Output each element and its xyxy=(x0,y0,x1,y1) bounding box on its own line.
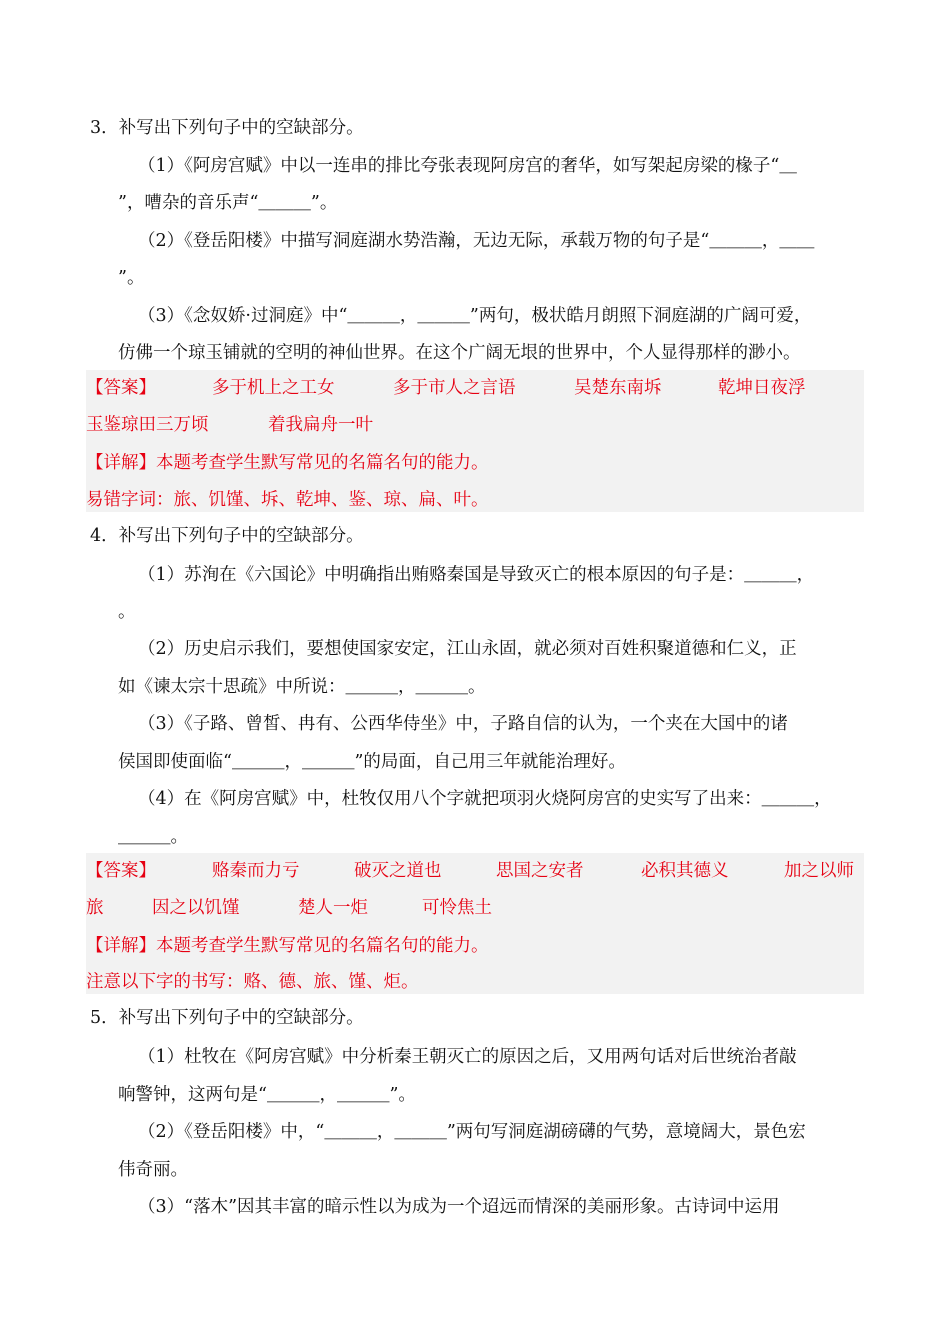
q5-item-1-cont: 响警钟，这两句是“＿＿＿，＿＿＿”。 xyxy=(118,1085,416,1105)
q3-item-2-cont: ”。 xyxy=(118,268,145,288)
q5-item-2-cont: 伟奇丽。 xyxy=(118,1160,188,1180)
q5-item-2: （2）《登岳阳楼》中，“＿＿＿，＿＿＿”两句写洞庭湖磅礴的气势，意境阔大，景色宏 xyxy=(138,1122,806,1142)
q3-answer-label: 【答案】 xyxy=(86,378,156,398)
q3-item-1-cont: ”，嘈杂的音乐声“＿＿＿”。 xyxy=(118,193,338,213)
q4-item-1: （1）苏洵在《六国论》中明确指出贿赂秦国是导致灭亡的根本原因的句子是：＿＿＿， xyxy=(138,565,815,585)
q3-item-3: （3）《念奴娇·过洞庭》中“＿＿＿，＿＿＿”两句，极状皓月朗照下洞庭湖的广阔可爱， xyxy=(138,306,812,326)
q4-answer-5b: 旅 xyxy=(86,898,104,918)
q3-answer-5: 玉鉴琼田三万顷 xyxy=(86,415,209,435)
q3-item-1: （1）《阿房宫赋》中以一连串的排比夸张表现阿房宫的奢华，如写架起房梁的椽子“＿ xyxy=(138,156,797,176)
q3-note: 易错字词：旅、饥馑、坼、乾坤、鉴、琼、扁、叶。 xyxy=(86,490,489,510)
q5-item-1: （1）杜牧在《阿房宫赋》中分析秦王朝灭亡的原因之后，又用两句话对后世统治者敲 xyxy=(138,1047,797,1067)
q4-answer-2: 破灭之道也 xyxy=(354,861,442,881)
q4-title: 4．补写出下列句子中的空缺部分。 xyxy=(90,526,364,546)
q3-title: 3．补写出下列句子中的空缺部分。 xyxy=(90,118,364,138)
q3-answer-3: 吴楚东南坼 xyxy=(574,378,662,398)
q4-answer-7: 楚人一炬 xyxy=(298,898,368,918)
q3-item-2: （2）《登岳阳楼》中描写洞庭湖水势浩瀚，无边无际，承载万物的句子是“＿＿＿，＿＿ xyxy=(138,231,815,251)
q4-item-3-cont: 侯国即使面临“＿＿＿，＿＿＿”的局面，自己用三年就能治理好。 xyxy=(118,752,626,772)
q3-answer-2: 多于市人之言语 xyxy=(393,378,516,398)
q3-answer-1: 多于机上之工女 xyxy=(212,378,335,398)
q5-item-3: （3）“落木”因其丰富的暗示性以为成为一个迢远而情深的美丽形象。古诗词中运用 xyxy=(138,1197,780,1217)
q3-detail: 【详解】本题考查学生默写常见的名篇名句的能力。 xyxy=(86,453,489,473)
q4-detail: 【详解】本题考查学生默写常见的名篇名句的能力。 xyxy=(86,936,489,956)
q4-item-2-cont: 如《谏太宗十思疏》中所说：＿＿＿，＿＿＿。 xyxy=(118,677,486,697)
q3-answer-4: 乾坤日夜浮 xyxy=(718,378,806,398)
q4-item-4: （4）在《阿房宫赋》中，杜牧仅用八个字就把项羽火烧阿房宫的史实写了出来：＿＿＿， xyxy=(138,789,832,809)
q4-answer-box xyxy=(86,853,864,994)
q4-answer-6: 因之以饥馑 xyxy=(152,898,240,918)
q4-answer-3: 思国之安者 xyxy=(496,861,584,881)
q4-answer-1: 赂秦而力亏 xyxy=(212,861,300,881)
q4-answer-label: 【答案】 xyxy=(86,861,156,881)
q4-answer-4: 必积其德义 xyxy=(641,861,729,881)
q4-answer-8: 可怜焦土 xyxy=(422,898,492,918)
q4-note: 注意以下字的书写：赂、德、旅、馑、炬。 xyxy=(86,972,419,992)
q3-item-3-cont: 仿佛一个琼玉铺就的空明的神仙世界。在这个广阔无垠的世界中，个人显得那样的渺小。 xyxy=(118,343,801,363)
q3-answer-box xyxy=(86,370,864,512)
q5-title: 5．补写出下列句子中的空缺部分。 xyxy=(90,1008,364,1028)
q3-answer-6: 着我扁舟一叶 xyxy=(268,415,373,435)
q4-item-4-cont: ＿＿＿。 xyxy=(118,827,188,847)
q4-item-1-cont: 。 xyxy=(118,602,136,622)
q4-item-2: （2）历史启示我们，要想使国家安定，江山永固，就必须对百姓积聚道德和仁义，正 xyxy=(138,639,797,659)
q4-item-3: （3）《子路、曾皙、冉有、公西华侍坐》中，子路自信的认为，一个夹在大国中的诸 xyxy=(138,714,788,734)
q4-answer-5a: 加之以师 xyxy=(784,861,854,881)
